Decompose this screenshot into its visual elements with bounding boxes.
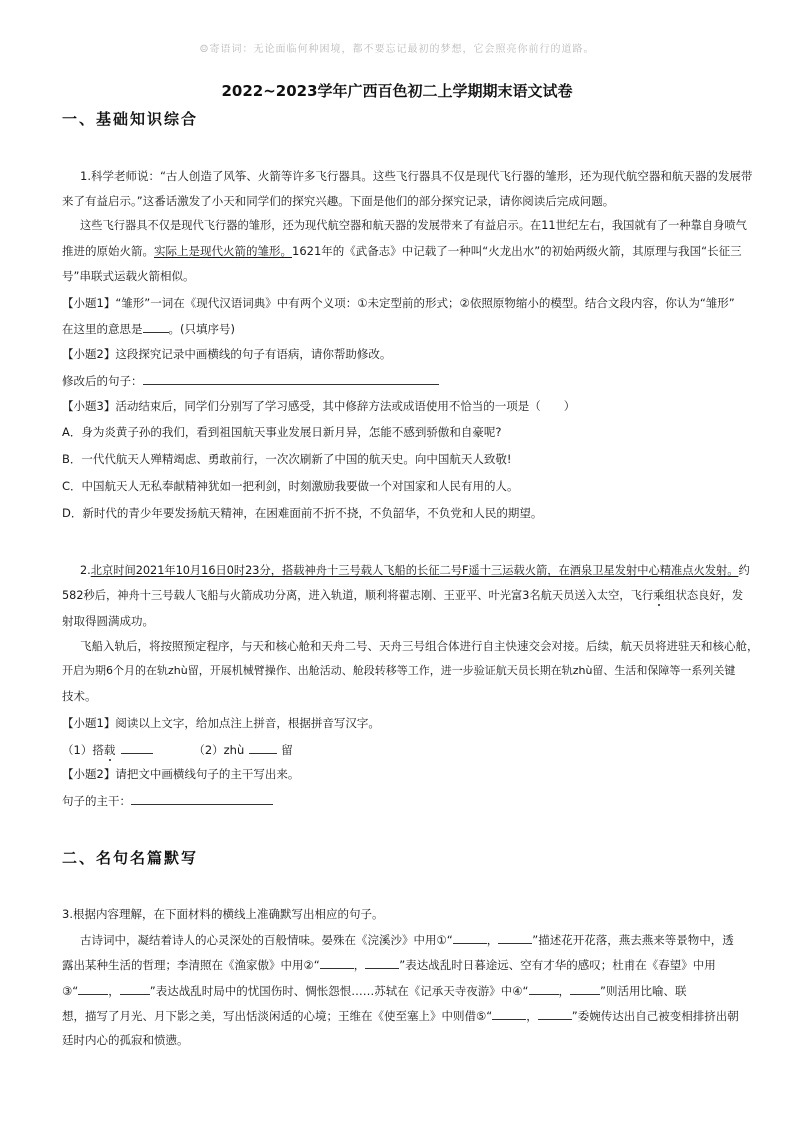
q2-passage-line2: [62, 589, 742, 603]
q3-text: ，: [526, 1009, 538, 1023]
section-heading-recitation: 二、名句名篇默写: [62, 849, 199, 867]
q2-sub2: 【小题2】请把文中画横线句子的主干写出来。: [62, 767, 300, 781]
item2-label: （2）zhù: [193, 743, 245, 757]
q3-line2: [80, 932, 760, 947]
q1-stem-line2: 来了有益启示。”这番话激发了小天和同学们的探究兴趣。下面是他们的部分探究记录，请你阅读后完成问题。: [62, 194, 615, 208]
q1-revised-line: [62, 373, 742, 388]
hanzi-blank[interactable]: [249, 742, 277, 754]
recitation-blank-1b[interactable]: [498, 932, 532, 944]
q1-sub3: 【小题3】活动结束后，同学们分别写了学习感受，其中修辞方法或成语使用不恰当的一项是（ ）: [62, 399, 576, 413]
q3-text: 露出某种生活的哲理；李清照在《渔家傲》中用②“: [62, 958, 320, 972]
q2-number: 2.: [80, 564, 91, 577]
q1-passage-text: 1621年的《武备志》中记载了一种叫“火龙出水”的初始两级火箭，其原理与我国“长征三: [292, 244, 742, 258]
q3-text: ③“: [62, 984, 79, 998]
answer-blank[interactable]: [143, 321, 169, 333]
revised-sentence-label: 修改后的句子：: [62, 374, 143, 388]
q3-line3: [62, 957, 742, 972]
sentence-stem-blank[interactable]: [131, 793, 273, 805]
recitation-blank-4a[interactable]: [529, 983, 559, 995]
q2-passage-line3: 射取得圆满成功。: [62, 614, 154, 628]
revised-sentence-blank[interactable]: [143, 373, 439, 385]
dotted-character: 载: [103, 743, 116, 757]
q1-sub1-line1: 【小题1】“雏形”一词在《现代汉语词典》中有两个义项：①未定型前的形式；②依照原物缩小的模型。结合文段内容，你认为“雏形”: [62, 296, 735, 310]
q1-option-a[interactable]: A．身为炎黄子孙的我们，看到祖国航天事业发展日新月异，怎能不感到骄傲和自豪呢?: [62, 425, 502, 439]
q2-passage-text: 约: [738, 564, 750, 577]
recitation-blank-4b[interactable]: [570, 983, 600, 995]
q1-underlined-sentence: 实际上是现代火箭的雏形。: [154, 244, 292, 258]
q1-sub2: 【小题2】这段探究记录中画横线的句子有语病，请你帮助修改。: [62, 347, 392, 361]
q1-passage-line2: [62, 244, 742, 258]
dotted-character: 乘: [653, 589, 665, 602]
q1-sub1-text: 在这里的意思是: [62, 322, 143, 336]
q3-text: ”描述花开花落，燕去燕来等景物中，透: [532, 933, 734, 947]
header-motto: ☺寄语词：无论面临何种困境，都不要忘记最初的梦想，它会照亮你前行的道路。: [199, 44, 595, 55]
q2-passage-text: 582秒后，神舟十三号载人飞船与火箭成功分离，进入轨道，顺利将翟志刚、王亚平、叶光富3名航天员送入太空，飞行: [62, 589, 654, 602]
q3-text: ”表达战乱时日暮途远、空有才华的感叹；杜甫在《春望》中用: [399, 958, 716, 972]
q3-text: ”则活用比喻、联: [600, 984, 687, 998]
sentence-stem-label: 句子的主干：: [62, 794, 131, 808]
q3-line5: [62, 1008, 742, 1023]
page-title: 2022~2023学年广西百色初二上学期期末语文试卷: [221, 82, 573, 100]
recitation-blank-5b[interactable]: [538, 1008, 572, 1020]
q2-passage-line1: [80, 564, 760, 578]
q1-sub1-line2: [62, 321, 742, 336]
recitation-blank-2b[interactable]: [365, 957, 399, 969]
q3-stem: 3.根据内容理解，在下面材料的横线上准确默写出相应的句子。: [62, 907, 384, 921]
q2-passage-line4: 飞船入轨后，将按照预定程序，与天和核心舱和天舟二号、天舟三号组合体进行自主快速交会对接。后续，航天员将进驻天和核心舱，: [80, 639, 759, 653]
q2-stem-line: [62, 793, 742, 808]
q1-option-d[interactable]: D．新时代的青少年要发扬航天精神，在困难面前不折不挠，不负韶华，不负党和人民的期望。: [62, 506, 543, 520]
q2-underlined-sentence: 北京时间2021年10月16日0时23分，搭载神舟十三号载人飞船的长征二号F遥十三运载火箭，在酒泉卫星发射中心精准点火发射。: [90, 564, 739, 577]
q1-option-c[interactable]: C．中国航天人无私奉献精神犹如一把利剑，时刻激励我要做一个对国家和人民有用的人。: [62, 479, 519, 493]
recitation-blank-5a[interactable]: [492, 1008, 526, 1020]
q3-line6: 廷时内心的孤寂和愤懑。: [62, 1033, 189, 1047]
q1-stem-line1: 1.科学老师说：“古人创造了风筝、火箭等许多飞行器具。这些飞行器具不仅是现代飞行器的雏形，还为现代航空器和航天器的发展带: [80, 169, 753, 183]
item1-label: （1）搭: [62, 743, 104, 757]
recitation-blank-2a[interactable]: [320, 957, 354, 969]
q2-passage-line6: 技术。: [62, 689, 97, 703]
q3-line4: [62, 983, 742, 998]
q1-option-b[interactable]: B．一代代航天人殚精竭虑、勇敢前行，一次次刷新了中国的航天史。向中国航天人致敬!: [62, 452, 512, 466]
q1-passage-text: 推进的原始火箭。: [62, 244, 154, 258]
pinyin-blank[interactable]: [121, 742, 153, 754]
q3-text: ”表达战乱时局中的忧国伤时、惆怅怨恨……苏轼在《记承天寺夜游》中④“: [149, 984, 529, 998]
q1-passage-line1: 这些飞行器具不仅是现代飞行器的雏形，还为现代航空器和航天器的发展带来了有益启示。在11世纪左右，我国就有了一种靠自身喷气: [80, 219, 747, 232]
q1-sub1-text: 。(只填序号): [168, 322, 235, 336]
q1-passage-line3: 号”串联式运载火箭相似。: [62, 269, 195, 283]
recitation-blank-1a[interactable]: [453, 932, 487, 944]
q3-text: ，: [558, 984, 571, 998]
q3-text: ，: [353, 958, 366, 972]
section-heading-basic-knowledge: 一、基础知识综合: [62, 110, 199, 128]
q2-passage-text: 组状态良好，发: [664, 589, 744, 602]
q2-passage-line5: 开启为期6个月的在轨zhù留，开展机械臂操作、出舱活动、舱段转移等工作，进一步验证航天员长期在轨zhù留、生活和保障等一系列关键: [62, 664, 736, 677]
q2-sub1: 【小题1】阅读以上文字，给加点注上拼音，根据拼音写汉字。: [62, 716, 380, 730]
q3-text: 古诗词中，凝结着诗人的心灵深处的百般情味。晏殊在《浣溪沙》中用①“: [80, 933, 453, 947]
recitation-blank-3a[interactable]: [78, 983, 108, 995]
q3-text: 想，描写了月光、月下影之美，写出恬淡闲适的心境；王维在《使至塞上》中则借⑤“: [62, 1009, 493, 1023]
q3-text: ，: [108, 984, 120, 998]
q3-text: ，: [486, 933, 499, 947]
q3-text: ”委婉传达出自己被变相排挤出朝: [571, 1009, 739, 1023]
item2-suffix: 留: [281, 743, 293, 757]
recitation-blank-3b[interactable]: [120, 983, 150, 995]
q2-pinyin-items: [62, 742, 742, 757]
